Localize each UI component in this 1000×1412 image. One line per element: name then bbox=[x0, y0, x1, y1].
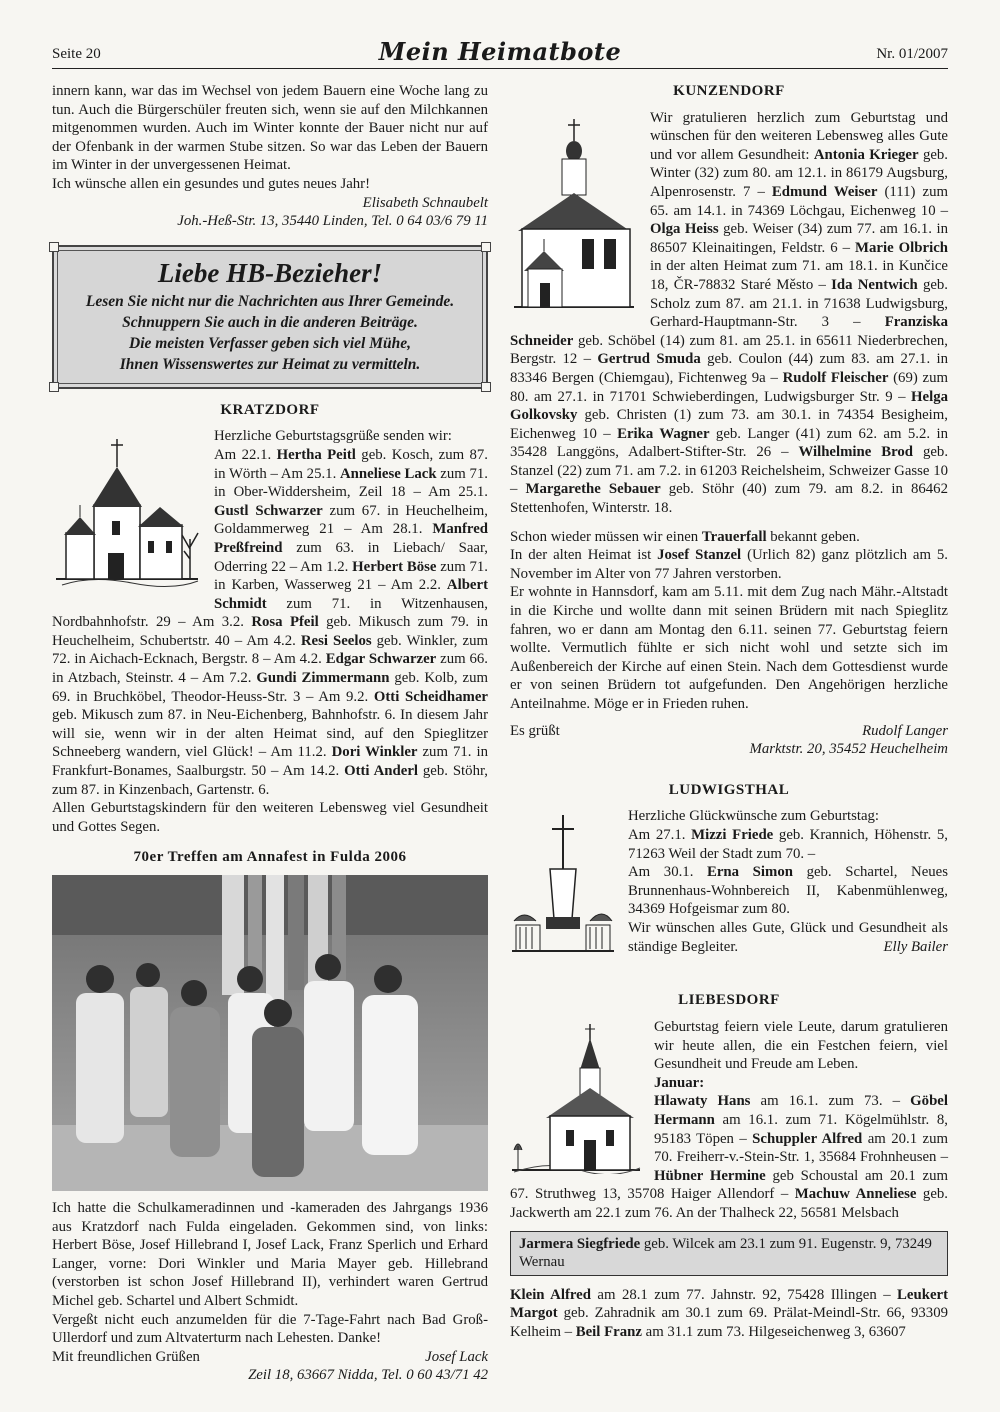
trip-note: Vergeßt nicht euch anzumelden für die 7-Tage-Fahrt nach Bad Groß-Ullerdorf und zum Altvaterturm nach Lehesten. Danke! bbox=[52, 1311, 488, 1347]
treffen-author: Josef Lack bbox=[425, 1348, 488, 1365]
notice-corner bbox=[481, 382, 491, 392]
kunzendorf-birthdays: Wir gratulieren herzlich zum Geburtstag und wünschen für den weiteren Lebensweg alles Gute und vor allem Gesundheit: Antonia Krieger geb. Winter (32) zum 80. am 12.1. in 86179 Augsburg, Alpenrosenstr. 7 – Edmund Weiser (111) zum 65. am 14.1. in 74369 Löchgau, Eichenweg 10 – Olga Heiss geb. Weiser (34) zum 77. am 16.1. in 86507 Kleinaitingen, Feldstr. 6 – Marie Olbrich in der alten Heimat zum 71. am 18.1. in Kunčice 18, ČR-78832 Staré Město – Ida Nentwich geb. Scholz zum 87. am 21.1. in 71638 Ludwigsburg, Gerhard-Hauptmann-Str. 3 – Franziska Schneider geb. Schöbel (14) zum 81. am 25.1. in 65611 Niederbrechen, Bergstr. 12 – Gertrud Smuda geb. Coulon (44) zum 83. am 27.1. in 83346 Bergen (Chiemgau), Fichtenweg 9a – Rudolf Fleischer (69) zum 80. am 27.1. in 71701 Schwieberdingen, Ludwigsburger Str. 9 – Helga Golkovsky geb. Christen (1) zum 73. am 30.1. in 74354 Besigheim, Eichenweg 10 – Erika Wagner geb. Langer (41) zum 62. am 5.2. in 35428 Langgöns, Adalbert-Stifter-Str. 26 – Wilhelmine Brod geb. Stanzel (22) zum 71. am 7.2. in 61203 Reichelsheim, Schweizer Gasse 10 – Margarethe Sebauer geb. Stöhr (40) zum 79. am 8.2. in 86462 Stettenhofen, Winterstr. 18. bbox=[510, 109, 949, 517]
church-illustration-kratzdorf bbox=[52, 429, 202, 591]
notice-corner bbox=[49, 382, 59, 392]
intro-wish: Ich wünsche allen ein gesundes und gutes neues Jahr! bbox=[52, 175, 371, 192]
page-number: Seite 20 bbox=[52, 46, 101, 62]
ludwigsthal-closing: Wir wünschen alles Gute, Glück und Gesundheit als ständige Begleiter. Elly Bailer bbox=[628, 919, 948, 955]
treffen-address: Zeil 18, 63667 Nidda, Tel. 0 60 43/71 42 bbox=[248, 1367, 488, 1384]
intro-author: Elisabeth Schnaubelt bbox=[362, 194, 488, 211]
kunzendorf-section bbox=[510, 109, 948, 759]
intro-paragraph: innern kann, war das im Wechsel von jedem Bauern eine Woche lang zu tun. Auch die Bürgerschüler freuten sich, wenn sie auf den Milchkannen mitgenommen wurden. Auch im Winter konnte der Bauer nicht nur auf der Ofenbank in der warmen Stube sitzen. So war das Leben der Bauern im Winter in der unvergessenen Heimat. bbox=[52, 83, 488, 174]
section-title-kunzendorf: KUNZENDORF bbox=[673, 83, 785, 99]
liebesdorf-month: Januar: bbox=[654, 1074, 705, 1091]
highlight-box: Jarmera Siegfriede geb. Wilcek am 23.1 zum 91. Eugenstr. 9, 73249 Wernau bbox=[510, 1231, 948, 1276]
treffen-signature bbox=[52, 1348, 488, 1367]
notice-box bbox=[52, 245, 488, 389]
kunzendorf-signature bbox=[510, 722, 948, 741]
ludwigsthal-author: Elly Bailer bbox=[883, 938, 948, 955]
notice-corner bbox=[49, 242, 59, 252]
kunzendorf-address: Marktstr. 20, 35452 Heuchelheim bbox=[749, 741, 948, 758]
liebesdorf-section bbox=[510, 1018, 948, 1342]
kratzdorf-birthdays: Am 22.1. Hertha Peitl geb. Kosch, zum 87. in Wörth – Am 25.1. Anneliese Lack zum 71. in Ober-Widdersheim, Zeil 18 – Am 25.1. Gustl Schwarzer zum 67. in Heuchelheim, Goldammerweg 21 – Am 28.1. Manfred Preßfreind zum 63. in Liebach/ Saar, Oderring 22 – Am 1.2. Herbert Böse zum 71. in Karben, Wasserweg 21 – Am 2.2. Albert Schmidt zum 71. in Witzenhausen, Nordbahnhofstr. 29 – Am 3.2. Rosa Pfeil geb. Mikusch zum 79. in Heuchelheim, Schubertstr. 40 – Am 4.2. Resi Seelos geb. Winkler, zum 72. in Aichach-Ecknach, Bergstr. 8 – Am 4.2. Edgar Schwarzer zum 66. in Atzbach, Steinstr. 4 – Am 7.2. Gundi Zimmermann geb. Kolb, zum 69. in Bruchköbel, Theodor-Heuss-Str. 3 – Am 9.2. Otti Scheidhamer geb. Mikusch zum 87. in Neu-Eichenberg, Bahnhofstr. 6. In diesem Jahr will sie, wenn wir in der alten Heimat sind, auf den Spieglitzer Schneeberg wandern, viel Glück! – Am 11.2. Dori Winkler zum 71. in Frankfurt-Bonames, Saalburgstr. 50 – Am 14.2. Otti Anderl geb. Stöhr, zum 87. in Kinzenbach, Gartenstr. 6. bbox=[52, 446, 488, 798]
notice-inner bbox=[57, 250, 483, 384]
liebesdorf-intro: Geburtstag feiern viele Leute, darum gratulieren wir heute allen, die ein Festchen feiern, viel Gesundheit und Freude am Leben. bbox=[654, 1018, 948, 1073]
masthead-logo: Mein Heimatbote bbox=[378, 37, 622, 66]
obituary-intro: In der alten Heimat ist Josef Stanzel (Urlich 82) ganz plötzlich am 5. November im Alter von 77 Jahren verstorben. bbox=[510, 547, 949, 582]
issue-number: Nr. 01/2007 bbox=[876, 46, 948, 62]
ludwigsthal-entry: Am 27.1. Mizzi Friede geb. Krannich, Höhenstr. 5, 71263 Weil der Stadt zum 70. – bbox=[628, 826, 949, 862]
obituary-story: Er wohnte in Hannsdorf, kam am 5.11. mit dem Zug nach Mähr.-Altstadt in die Kirche und wollte dann mit seinen Brüdern mit nach Spieglitz fahren, wo er dann am Montag den 6.11. seinen 77. Geburtstag feiern wollte. Vermutlich fühlte er sich nicht wohl und setzte sich im Außenbereich der Kirche auf einen Stein. Nach dem Gottesdienst wurde er von seinen Brüdern tot aufgefunden. Den Angehörigen herzliche Anteilnahme. Möge er in Frieden ruhen. bbox=[510, 584, 948, 712]
photo-caption: Ich hatte die Schulkameradinnen und -kameraden des Jahrgangs 1936 aus Kratzdorf nach Fulda eingeladen. Gekommen sind, von links: Herbert Böse, Josef Hillebrand I, Josef Lack, Franz Sperlich und Erhard Langer, vorne: Dori Winkler und Maria Mayer geb. Hillebrand (verstorben ist schon Josef Hillebrand II), verhindert waren Gertrud Michel geb. Schartel und Albert Schmidt. bbox=[52, 1200, 488, 1309]
kratzdorf-section bbox=[52, 427, 488, 836]
page-header bbox=[52, 37, 948, 69]
notice-line: Ihnen Wissenswertes zur Heimat zu vermitteln. bbox=[119, 355, 421, 373]
notice-corner bbox=[481, 242, 491, 252]
notice-title: Liebe HB-Bezieher! bbox=[157, 257, 383, 288]
treffen-greeting: Mit freundlichen Grüßen bbox=[52, 1348, 200, 1365]
church-illustration-liebesdorf bbox=[510, 1020, 642, 1174]
trauer-announcement: Schon wieder müssen wir einen Trauerfall bekannt geben. bbox=[510, 528, 860, 545]
kratzdorf-closing: Allen Geburtstagskindern für den weiteren Lebensweg viel Gesundheit und Gottes Segen. bbox=[52, 800, 488, 835]
section-title-kratzdorf: KRATZDORF bbox=[220, 401, 320, 418]
church-illustration-kunzendorf bbox=[510, 111, 638, 311]
ludwigsthal-section bbox=[510, 807, 948, 956]
intro-address: Joh.-Heß-Str. 13, 35440 Linden, Tel. 0 64 03/6 79 11 bbox=[177, 213, 488, 230]
kunzendorf-greeting: Es grüßt bbox=[510, 722, 560, 739]
left-column bbox=[52, 82, 488, 1385]
group-photo bbox=[52, 875, 488, 1191]
notice-line: Lesen Sie nicht nur die Nachrichten aus Ihrer Gemeinde. bbox=[85, 292, 455, 310]
section-title-treffen: 70er Treffen am Annafest in Fulda 2006 bbox=[133, 849, 407, 866]
notice-line: Die meisten Verfasser geben sich viel Mühe, bbox=[129, 334, 411, 352]
kunzendorf-author: Rudolf Langer bbox=[862, 722, 948, 739]
liebesdorf-birthdays: Hlawaty Hans am 16.1. zum 73. – Göbel Hermann am 16.1. zum 71. Kögelmühlstr. 8, 95183 Töpen – Schuppler Alfred am 20.1 zum 70. Freiherr-v.-Stein-Str. 1, 35684 Frohnheusen – Hübner Hermine geb Schoustal am 20.1 zum 67. Struthweg 13, 35708 Haiger Allendorf – Machuw Anneliese geb. Jackwerth am 22.1 zum 76. An der Thalheck 22, 56581 Melsbach bbox=[510, 1093, 948, 1221]
right-column bbox=[510, 82, 948, 1341]
section-title-liebesdorf: LIEBESDORF bbox=[678, 992, 780, 1009]
cross-illustration-ludwigsthal bbox=[510, 809, 616, 955]
liebesdorf-more: Klein Alfred am 28.1 zum 77. Jahnstr. 92, 75428 Illingen – Leukert Margot geb. Zahradnik am 30.1 zum 69. Prälat-Meindl-Str. 66, 93309 Kelheim – Beil Franz am 31.1 zum 73. Hilgeseichenweg 3, 63607 bbox=[510, 1286, 949, 1340]
notice-line: Schnuppern Sie auch in die anderen Beiträge. bbox=[122, 313, 418, 331]
kratzdorf-intro: Herzliche Geburtstagsgrüße senden wir: bbox=[214, 428, 452, 445]
ludwigsthal-entry: Am 30.1. Erna Simon geb. Schartel, Neues Brunnenhaus-Wohnbereich II, Kabenmühlenweg, 34369 Hofgeismar zum 80. bbox=[628, 864, 948, 918]
ludwigsthal-intro: Herzliche Glückwünsche zum Geburtstag: bbox=[628, 808, 880, 825]
section-title-ludwigsthal: LUDWIGSTHAL bbox=[668, 781, 790, 798]
